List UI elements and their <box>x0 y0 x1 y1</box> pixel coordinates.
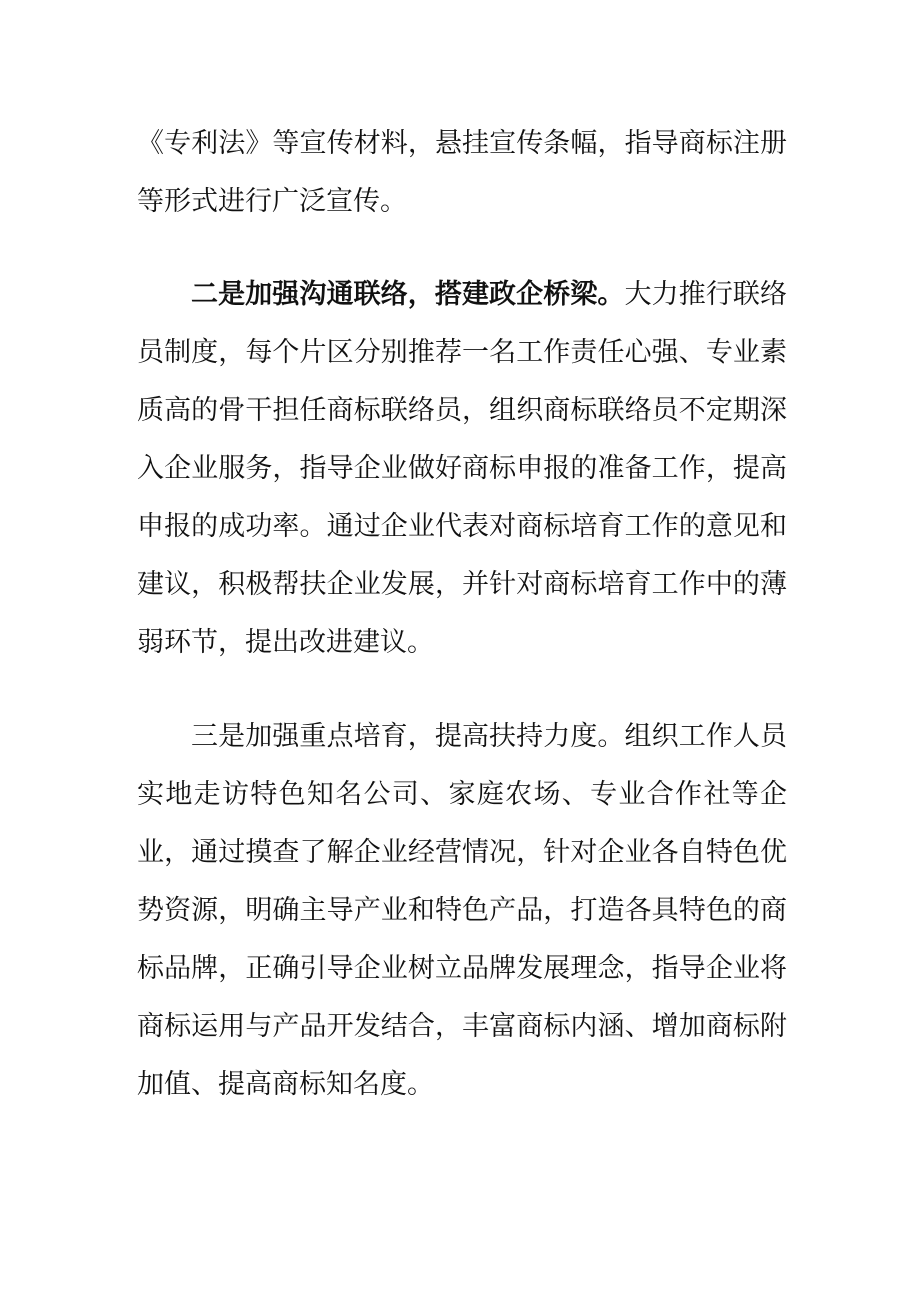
paragraph-1-text: 《专利法》等宣传材料，悬挂宣传条幅，指导商标注册等形式进行广泛宣传。 <box>137 128 787 217</box>
paragraph-1 <box>137 115 787 231</box>
paragraph-2 <box>137 266 787 672</box>
paragraph-3-text: 三是加强重点培育，提高扶持力度。组织工作人员实地走访特色知名公司、家庭农场、专业合作社等企业，通过摸查了解企业经营情况，针对企业各自特色优势资源，明确主导产业和特色产品，打造各具特色的商标品牌，正确引导企业树立品牌发展理念，指导企业将商标运用与产品开发结合，丰富商标内涵、增加商标附加值、提高商标知名度。 <box>137 721 787 1100</box>
paragraph-3 <box>137 708 787 1114</box>
paragraph-2-text: 大力推行联络员制度，每个片区分别推荐一名工作责任心强、专业素质高的骨干担任商标联络员，组织商标联络员不定期深入企业服务，指导企业做好商标申报的准备工作，提高申报的成功率。通过企业代表对商标培育工作的意见和建议，积极帮扶企业发展，并针对商标培育工作中的薄弱环节，提出改进建议。 <box>137 279 788 658</box>
paragraph-2-heading: 二是加强沟通联络，搭建政企桥梁。 <box>191 279 625 310</box>
